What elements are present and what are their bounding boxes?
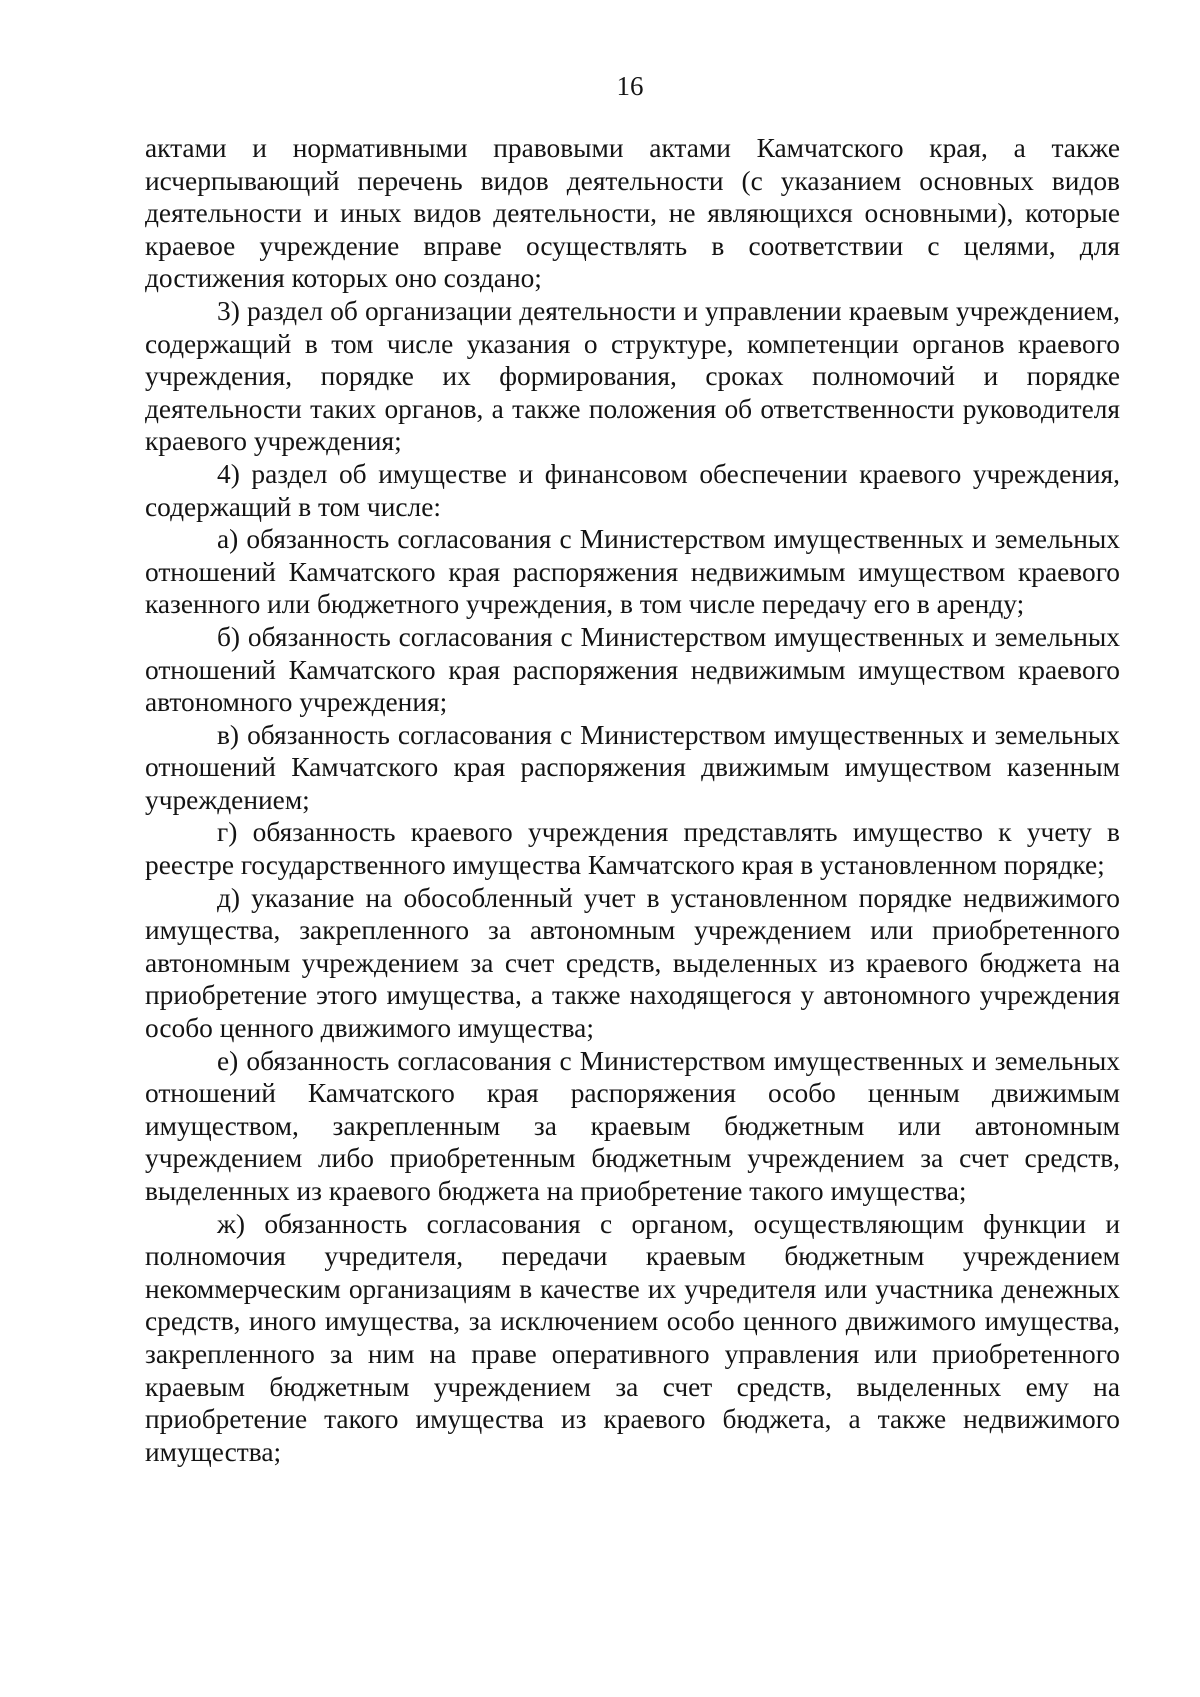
paragraph-subitem-b: б) обязанность согласования с Министерством имущественных и земельных отношений Камчатского края распоряжения недвижимым имуществом краевого автономного учреждения; (145, 621, 1120, 718)
paragraph-continuation: актами и нормативными правовыми актами Камчатского края, а также исчерпывающий перечень видов деятельности (с указанием основных видов деятельности и иных видов деятельности, не являющихся основными), которые краевое учреждение вправе осуществлять в соответствии с целями, для достижения которых оно создано; (145, 133, 1120, 294)
paragraph-item-4: 4) раздел об имуществе и финансовом обеспечении краевого учреждения, содержащий в том числе: (145, 458, 1120, 522)
document-body (145, 132, 1120, 1468)
paragraph-subitem-g: г) обязанность краевого учреждения представлять имущество к учету в реестре государственного имущества Камчатского края в установленном порядке; (145, 817, 1120, 881)
paragraph-subitem-a: а) обязанность согласования с Министерством имущественных и земельных отношений Камчатского края распоряжения недвижимым имуществом краевого казенного или бюджетного учреждения, в том числе передачу его в аренду; (145, 524, 1120, 620)
paragraph-subitem-zh: ж) обязанность согласования с органом, осуществляющим функции и полномочия учредителя, передачи краевым бюджетным учреждением некоммерческим организациям в качестве их учредителя или участника денежных средств, иного имущества, за исключением особо ценного движимого имущества, закрепленного за ним на праве оперативного управления или приобретенного краевым бюджетным учреждением за счет средств, выделенных ему на приобретение такого имущества из краевого бюджета, а также недвижимого имущества; (145, 1208, 1120, 1467)
page-number: 16 (616, 71, 644, 101)
paragraph-subitem-d: д) указание на обособленный учет в установленном порядке недвижимого имущества, закрепленного за автономным учреждением или приобретенного автономным учреждением за счет средств, выделенных из краевого бюджета на приобретение этого имущества, а также находящегося у автономного учреждения особо ценного движимого имущества; (145, 882, 1120, 1044)
paragraph-subitem-v: в) обязанность согласования с Министерством имущественных и земельных отношений Камчатского края распоряжения движимым имуществом казенным учреждением; (145, 719, 1120, 815)
paragraph-subitem-e: е) обязанность согласования с Министерством имущественных и земельных отношений Камчатского края распоряжения особо ценным движимым имуществом, закрепленным за краевым бюджетным или автономным учреждением либо приобретенным бюджетным учреждением за счет средств, выделенных из краевого бюджета на приобретение такого имущества; (145, 1045, 1120, 1206)
paragraph-item-3: 3) раздел об организации деятельности и управлении краевым учреждением, содержащий в том числе указания о структуре, компетенции органов краевого учреждения, порядке их формирования, сроках полномочий и порядке деятельности таких органов, а также положения об ответственности руководителя краевого учреждения; (145, 295, 1120, 457)
